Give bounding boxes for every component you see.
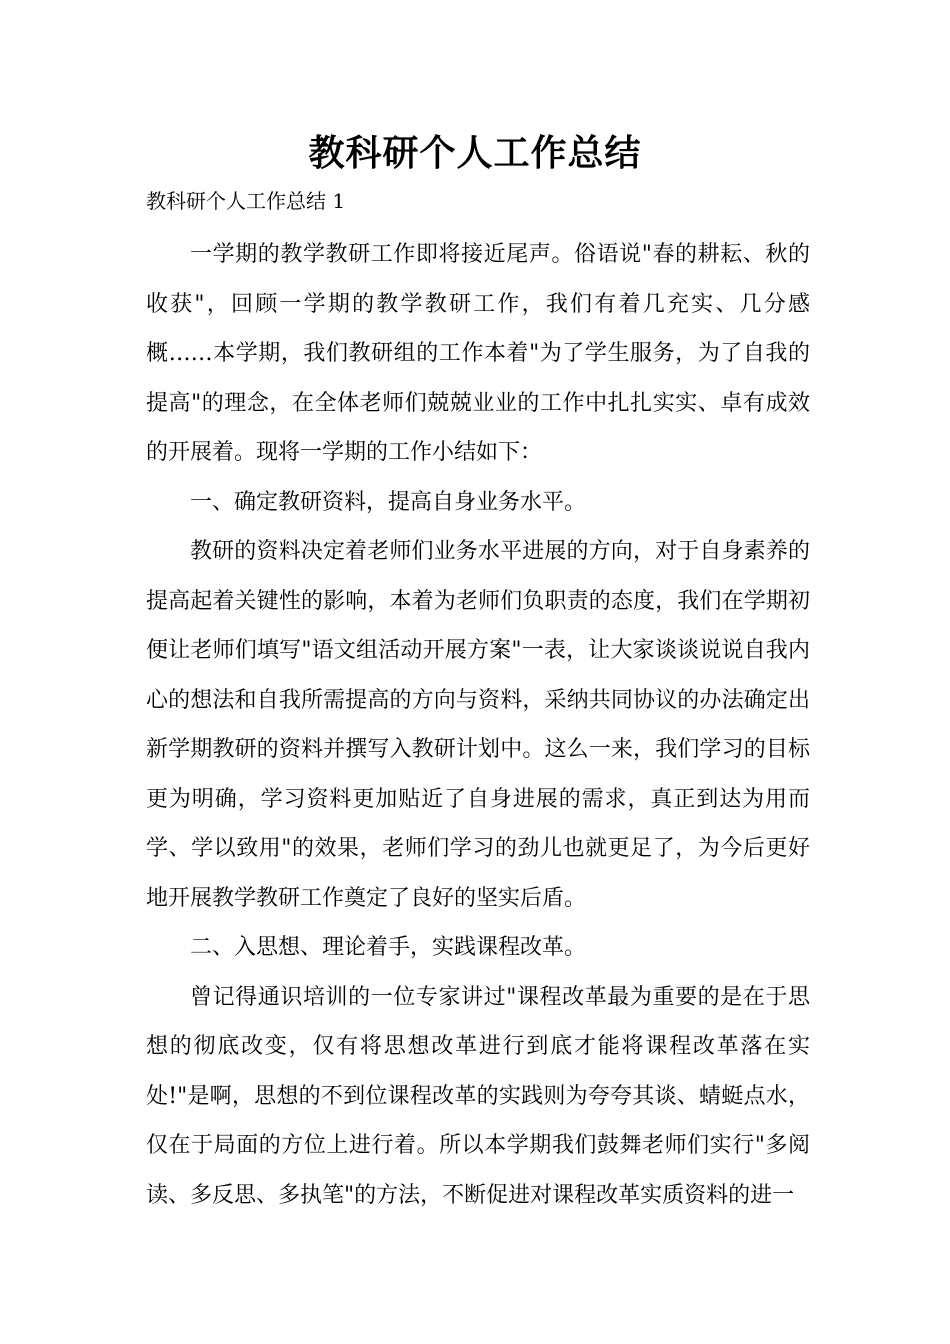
section-heading-1: 一、确定教研资料，提高自身业务水平。: [190, 489, 587, 515]
document-title: 教科研个人工作总结: [308, 132, 642, 174]
document-subtitle: 教科研个人工作总结 1: [146, 189, 346, 213]
paragraph-section-2: 曾记得通识培训的一位专家讲过"课程改革最为重要的是在于思想的彻底改变，仅有将思想改革进行到底才能将课程改革落在实处!"是啊，思想的不到位课程改革的实践则为夸夸其谈、蜻蜓点水，仅在于局面的方位上进行着。所以本学期我们鼓舞老师们实行"多阅读、多反思、多执笔"的方法，不断促进对课程改革实质资料的进一: [146, 984, 810, 1208]
paragraph-intro: 一学期的教学教研工作即将接近尾声。俗语说"春的耕耘、秋的收获"，回顾一学期的教学教研工作，我们有着几充实、几分感概……本学期，我们教研组的工作本着"为了学生服务，为了自我的提高"的理念，在全体老师们兢兢业业的工作中扎扎实实、卓有成效的开展着。现将一学期的工作小结如下：: [146, 242, 810, 465]
paragraph-section-1: 教研的资料决定着老师们业务水平进展的方向，对于自身素养的提高起着关键性的影响，本着为老师们负职责的态度，我们在学期初便让老师们填写"语文组活动开展方案"一表，让大家谈谈说说自我内心的想法和自我所需提高的方向与资料，采纳共同协议的办法确定出新学期教研的资料并撰写入教研计划中。这么一来，我们学习的目标更为明确，学习资料更加贴近了自身进展的需求，真正到达为用而学、学以致用"的效果，老师们学习的劲儿也就更足了，为今后更好地开展教学教研工作奠定了良好的坚实后盾。: [146, 539, 810, 911]
section-heading-2: 二、入思想、理论着手，实践课程改革。: [190, 935, 587, 960]
document-body: [146, 230, 810, 1220]
